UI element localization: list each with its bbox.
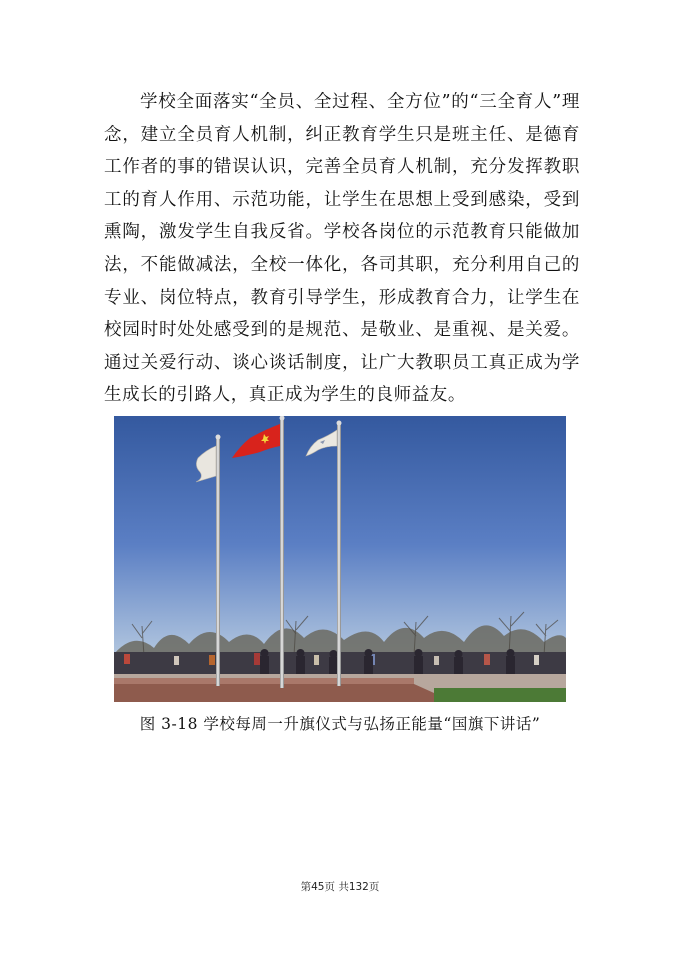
flagpole-right (337, 424, 341, 686)
flagpole-center (280, 418, 284, 688)
flagpole-left (216, 438, 220, 686)
flag-raising-photo (114, 416, 566, 702)
body-paragraph: 学校全面落实“全员、全过程、全方位”的“三全育人”理念，建立全员育人机制，纠正教育学生只是班主任、是德育工作者的事的错误认识，完善全员育人机制，充分发挥教职工的育人作用、示范功能，让学生在思想上受到感染，受到熏陶，激发学生自我反省。学校各岗位的示范教育只能做加法，不能做减法，全校一体化，各司其职，充分利用自己的专业、岗位特点，教育引导学生，形成教育合力，让学生在校园时时处处感受到的是规范、是敬业、是重视、是关爱。通过关爱行动、谈心谈话制度，让广大教职员工真正成为学生成长的引路人，真正成为学生的良师益友。 (104, 92, 580, 406)
page-footer: 第45页 共132页 (300, 881, 380, 893)
figure-caption: 图 3-18 学校每周一升旗仪式与弘扬正能量“国旗下讲话” (139, 715, 541, 733)
lawn (434, 688, 566, 702)
